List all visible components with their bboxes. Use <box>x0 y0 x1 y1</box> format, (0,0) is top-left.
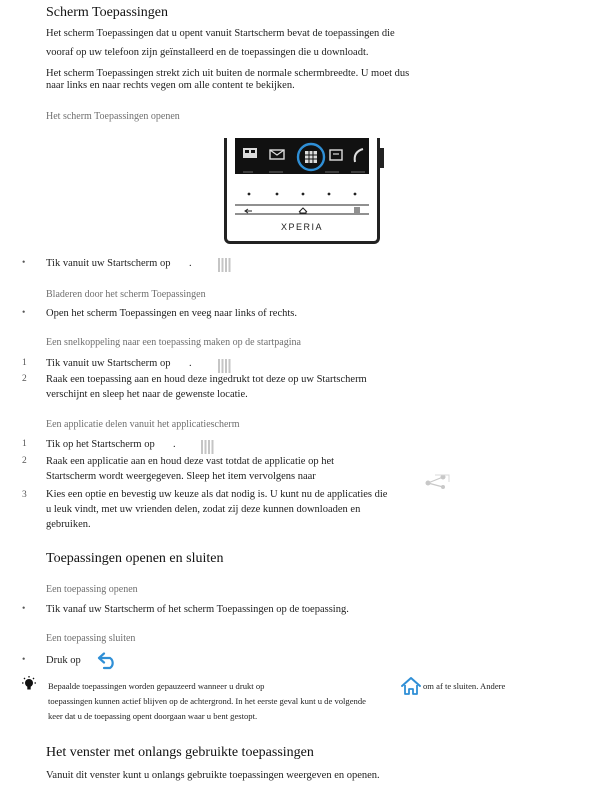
step-number: 3 <box>22 490 27 500</box>
step-line: Kies een optie en bevestig uw keuze als dat nodig is. U kunt nu de applicaties die <box>46 489 388 500</box>
section-title-apps-screen: Scherm Toepassingen <box>46 5 169 20</box>
section-title-recent-apps: Het venster met onlangs gebruikte toepassingen <box>46 745 314 760</box>
phone-illustration <box>224 138 380 244</box>
phone-nav-bar <box>227 188 377 218</box>
phone-brand-label: XPERIA <box>280 222 323 232</box>
paragraph-line: Het scherm Toepassingen strekt zich uit buiten de normale schermbreedte. U moet dus <box>46 68 410 79</box>
step-number: 1 <box>22 439 27 449</box>
lightbulb-icon <box>20 675 38 693</box>
period: . <box>189 258 192 269</box>
phone-screen <box>235 138 369 174</box>
back-icon <box>94 652 120 670</box>
step-number: 2 <box>22 456 27 466</box>
grid-icon <box>218 359 232 373</box>
step-line: Raak een applicatie aan en houd deze vast totdat de applicatie op het <box>46 456 335 467</box>
step-line: Raak een toepassing aan en houd deze ingedrukt tot deze op uw Startscherm <box>46 374 367 385</box>
step-swipe: Open het scherm Toepassingen en veeg naar links of rechts. <box>46 308 297 319</box>
paragraph-line: naar links en naar rechts vegen om alle content te bekijken. <box>46 80 295 91</box>
tip-line: Bepaalde toepassingen worden gepauzeerd wanneer u drukt op <box>48 681 265 691</box>
dock-icons <box>235 138 369 174</box>
subheading-browse: Bladeren door het scherm Toepassingen <box>46 289 206 300</box>
home-icon <box>400 676 422 696</box>
paragraph-line: Vanuit dit venster kunt u onlangs gebruikte toepassingen weergeven en openen. <box>46 770 380 781</box>
bullet: • <box>22 308 26 318</box>
period: . <box>189 358 192 369</box>
period: . <box>173 439 176 450</box>
bullet: • <box>22 258 26 268</box>
bullet: • <box>22 604 26 614</box>
step-press-back: Druk op <box>46 655 81 666</box>
tip-line: toepassingen kunnen actief blijven op de achtergrond. In het eerste geval kunt u de volgende <box>48 696 366 706</box>
step-line: u leuk vindt, met uw vrienden delen, zodat zij deze kunnen downloaden en <box>46 504 361 515</box>
step-line: gebruiken. <box>46 519 91 530</box>
subheading-shortcut: Een snelkoppeling naar een toepassing maken op de startpagina <box>46 337 301 348</box>
step-number: 2 <box>22 374 27 384</box>
subheading-open-apps: Het scherm Toepassingen openen <box>46 111 180 122</box>
paragraph-line: Het scherm Toepassingen dat u opent vanuit Startscherm bevat de toepassingen die <box>46 28 395 39</box>
subheading-close-app: Een toepassing sluiten <box>46 633 136 644</box>
section-title-open-close: Toepassingen openen en sluiten <box>46 551 224 566</box>
paragraph-line: vooraf op uw telefoon zijn geïnstalleerd en de toepassingen die u downloadt. <box>46 47 369 58</box>
subheading-share: Een applicatie delen vanuit het applicatiescherm <box>46 419 240 430</box>
step-open-app: Tik vanaf uw Startscherm of het scherm Toepassingen op de toepassing. <box>46 604 349 615</box>
bullet: • <box>22 655 26 665</box>
tip-line: om af te sluiten. Andere <box>423 681 506 691</box>
phone-side-button <box>380 148 384 168</box>
step-line: verschijnt en sleep het naar de gewenste locatie. <box>46 389 248 400</box>
step-tap-startscreen: Tik vanuit uw Startscherm op <box>46 258 171 269</box>
subheading-open-app: Een toepassing openen <box>46 584 138 595</box>
grid-icon <box>218 258 232 272</box>
step-number: 1 <box>22 358 27 368</box>
grid-icon <box>201 440 215 454</box>
step-line: Startscherm wordt weergegeven. Sleep het item vervolgens naar <box>46 471 316 482</box>
tip-line: keer dat u de toepassing opent doorgaan waar u bent gestopt. <box>48 711 258 721</box>
step-tap-startscreen: Tik op het Startscherm op <box>46 439 155 450</box>
step-tap-startscreen: Tik vanuit uw Startscherm op <box>46 358 171 369</box>
share-icon <box>423 473 451 489</box>
